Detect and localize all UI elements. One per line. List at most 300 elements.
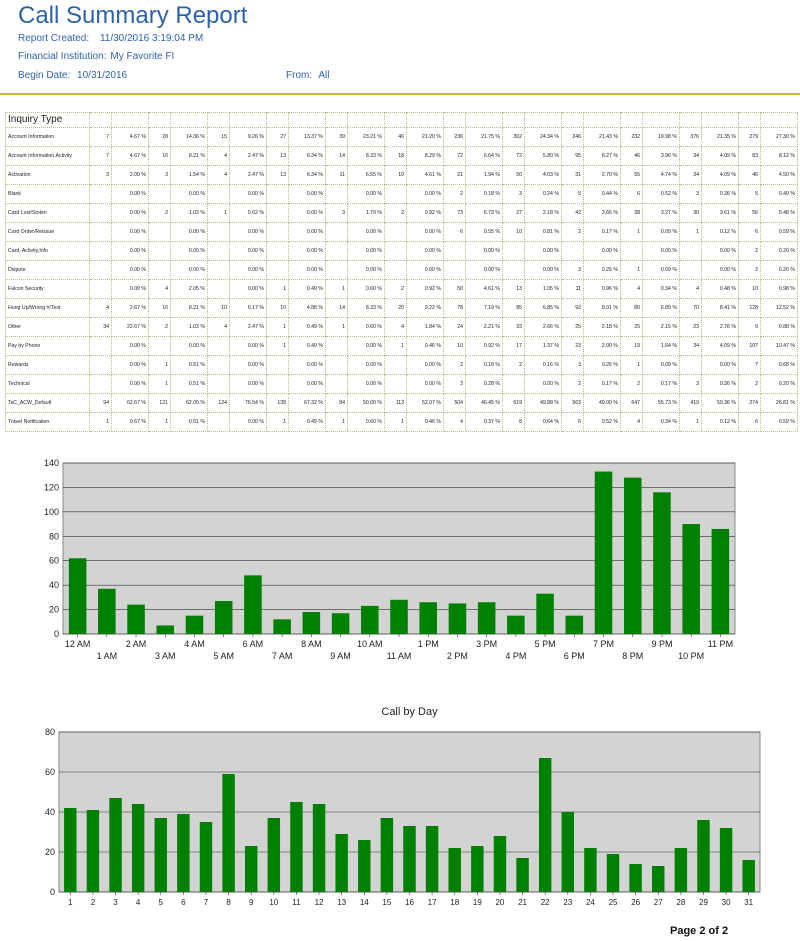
table-row [6,185,798,204]
count-cell: 4 [149,280,171,299]
institution-line [18,51,178,62]
table-header-cell [680,113,702,128]
percent-cell: 1.03 % [171,204,208,223]
percent-cell: 0.46 % [407,413,444,432]
percent-cell: 0.00 % [230,242,267,261]
row-label: Technical [6,375,90,394]
count-cell: 6 [739,223,761,242]
bar [682,524,700,634]
count-cell [208,413,230,432]
percent-cell: 3.66 % [584,204,621,223]
count-cell: 50 [444,280,466,299]
count-cell: 23 [680,318,702,337]
percent-cell: 0.00 % [348,375,385,394]
count-cell [90,375,112,394]
count-cell: 38 [621,204,643,223]
bar [268,818,280,892]
percent-cell: 0.00 % [112,185,149,204]
percent-cell: 0.34 % [643,413,680,432]
percent-cell: 2.47 % [230,166,267,185]
bar [98,589,116,634]
count-cell [208,242,230,261]
x-tick-label: 1 AM [96,651,118,661]
percent-cell: 0.51 % [171,413,208,432]
count-cell: 1 [326,413,348,432]
count-cell: 70 [680,299,702,318]
y-tick-label: 40 [44,807,55,817]
count-cell: 7 [739,356,761,375]
percent-cell: 14.36 % [171,128,208,147]
count-cell: 34 [680,147,702,166]
x-tick-label: 7 AM [271,651,293,661]
count-cell [149,223,171,242]
x-tick-label: 8 AM [301,639,322,649]
count-cell: 4 [90,299,112,318]
bar [245,846,257,892]
count-cell: 3 [680,185,702,204]
count-cell: 95 [562,147,584,166]
bar [478,602,496,634]
percent-cell: 0.49 % [289,318,326,337]
percent-cell: 21.20 % [407,128,444,147]
table-header-cell [643,113,680,128]
bar [64,808,76,892]
count-cell: 2 [385,204,407,223]
percent-cell: 0.00 % [407,223,444,242]
table-header-cell [739,113,761,128]
count-cell: 14 [326,147,348,166]
percent-cell: 0.00 % [112,261,149,280]
count-cell: 647 [621,394,643,413]
percent-cell: 9.22 % [407,299,444,318]
count-cell: 2 [149,318,171,337]
count-cell: 6 [621,185,643,204]
count-cell: 3 [562,261,584,280]
count-cell: 1 [267,280,289,299]
x-tick-label: 1 [68,898,73,907]
count-cell [326,356,348,375]
percent-cell: 19.98 % [643,128,680,147]
percent-cell: 67.32 % [289,394,326,413]
percent-cell: 0.46 % [407,337,444,356]
count-cell: 80 [621,299,643,318]
percent-cell: 0.17 % [643,375,680,394]
x-tick-label: 9 PM [651,639,673,649]
count-cell: 13 [267,147,289,166]
count-cell: 4 [208,166,230,185]
x-tick-label: 20 [495,898,505,907]
percent-cell: 0.00 % [525,261,562,280]
percent-cell: 8.12 % [761,147,798,166]
row-label: Card Order/Reissue [6,223,90,242]
count-cell: 46 [621,147,643,166]
count-cell: 46 [385,128,407,147]
percent-cell: 49.00 % [584,394,621,413]
x-tick-label: 5 [158,898,163,907]
percent-cell: 2.47 % [230,318,267,337]
count-cell [208,261,230,280]
bar [381,818,393,892]
percent-cell: 0.59 % [761,413,798,432]
count-cell: 28 [149,128,171,147]
percent-cell: 6.55 % [348,166,385,185]
percent-cell: 0.49 % [289,280,326,299]
table-heading: Inquiry Type [6,113,90,128]
bar [471,846,483,892]
count-cell: 10 [503,223,525,242]
count-cell: 3 [680,375,702,394]
row-label: Dispute [6,261,90,280]
row-label: Account Information [6,128,90,147]
count-cell: 1 [680,413,702,432]
y-tick-label: 0 [53,629,59,639]
table-row [6,356,798,375]
table-header-cell [407,113,444,128]
table-header-cell [90,113,112,128]
percent-cell: 4.88 % [289,299,326,318]
bar [177,814,189,892]
count-cell: 34 [680,337,702,356]
table-header-cell [503,113,525,128]
percent-cell: 8.21 % [171,299,208,318]
begin-date-label: Begin Date: [18,70,71,81]
x-tick-label: 2 AM [125,639,147,649]
percent-cell: 0.00 % [171,185,208,204]
count-cell [680,356,702,375]
institution-value: My Favorite FI [110,51,175,62]
table-row [6,375,798,394]
percent-cell: 0.09 % [643,223,680,242]
bar [516,858,528,892]
percent-cell: 55.73 % [643,394,680,413]
from-label: From: [286,70,313,81]
count-cell: 3 [326,204,348,223]
count-cell: 3 [503,185,525,204]
x-tick-label: 7 [203,898,209,907]
count-cell [267,261,289,280]
percent-cell: 5.48 % [761,204,798,223]
y-tick-label: 80 [44,727,55,737]
count-cell: 10 [267,299,289,318]
x-tick-label: 2 [90,898,96,907]
count-cell: 25 [562,318,584,337]
count-cell: 4 [621,280,643,299]
count-cell: 10 [444,337,466,356]
x-tick-label: 23 [563,898,573,907]
percent-cell: 2.67 % [112,299,149,318]
count-cell [90,337,112,356]
count-cell [326,185,348,204]
percent-cell: 1.79 % [348,204,385,223]
percent-cell: 8.33 % [348,299,385,318]
table-header-cell [289,113,326,128]
bar [629,864,641,892]
percent-cell: 0.00 % [466,261,503,280]
count-cell: 3 [562,356,584,375]
x-tick-label: 5 AM [213,651,234,661]
table-row [6,166,798,185]
count-cell: 9 [739,318,761,337]
count-cell: 1 [326,280,348,299]
x-tick-label: 3 PM [476,639,498,649]
y-tick-label: 20 [44,847,55,857]
percent-cell: 0.00 % [348,261,385,280]
count-cell: 1 [267,318,289,337]
count-cell: 94 [90,394,112,413]
percent-cell: 8.27 % [584,147,621,166]
percent-cell: 0.37 % [466,413,503,432]
percent-cell: 0.17 % [584,375,621,394]
x-tick-label: 4 [135,898,141,907]
count-cell [208,280,230,299]
count-cell: 2 [562,223,584,242]
percent-cell: 3.61 % [702,204,739,223]
count-cell: 3 [444,375,466,394]
bar [697,820,709,892]
percent-cell: 6.34 % [289,147,326,166]
percent-cell: 0.00 % [525,242,562,261]
count-cell: 23 [562,337,584,356]
bar [244,575,262,634]
x-tick-label: 25 [608,898,618,907]
count-cell: 419 [680,394,702,413]
percent-cell: 0.92 % [407,204,444,223]
count-cell: 18 [385,147,407,166]
table-header-cell [761,113,798,128]
bar [712,529,730,634]
count-cell: 619 [503,394,525,413]
x-tick-label: 22 [540,898,550,907]
count-cell [385,261,407,280]
bar [403,826,415,892]
count-cell: 2 [739,242,761,261]
table-row [6,280,798,299]
bar [507,616,525,634]
percent-cell: 0.51 % [171,356,208,375]
count-cell [326,242,348,261]
bar [653,492,671,634]
x-tick-label: 14 [359,898,369,907]
bar [200,822,212,892]
percent-cell: 2.18 % [584,318,621,337]
count-cell [90,280,112,299]
bar [109,798,121,892]
percent-cell: 2.05 % [171,280,208,299]
x-tick-label: 30 [721,898,731,907]
y-tick-label: 60 [44,767,55,777]
percent-cell: 4.09 % [702,337,739,356]
table-header-cell [230,113,267,128]
count-cell [90,356,112,375]
percent-cell: 62.67 % [112,394,149,413]
count-cell [267,375,289,394]
count-cell: 1 [149,356,171,375]
count-cell: 39 [326,128,348,147]
percent-cell: 0.52 % [584,413,621,432]
count-cell: 2 [621,375,643,394]
bar [303,612,321,634]
percent-cell: 0.96 % [584,280,621,299]
percent-cell: 0.68 % [761,356,798,375]
row-label: TsC_ACW_Default [6,394,90,413]
percent-cell: 6.17 % [230,299,267,318]
percent-cell: 0.00 % [702,356,739,375]
count-cell: 84 [326,394,348,413]
percent-cell: 0.00 % [407,375,444,394]
count-cell: 17 [503,337,525,356]
count-cell [444,242,466,261]
bar [361,606,379,634]
percent-cell: 0.00 % [643,242,680,261]
bar [313,804,325,892]
percent-cell: 0.92 % [407,280,444,299]
percent-cell: 12.52 % [761,299,798,318]
percent-cell: 4.67 % [112,147,149,166]
count-cell: 6 [444,223,466,242]
percent-cell: 76.54 % [230,394,267,413]
percent-cell: 0.20 % [761,242,798,261]
count-cell: 16 [149,299,171,318]
percent-cell: 21.43 % [584,128,621,147]
count-cell: 72 [503,147,525,166]
percent-cell: 0.36 % [702,375,739,394]
percent-cell: 0.00 % [407,356,444,375]
percent-cell: 0.00 % [112,356,149,375]
percent-cell: 0.59 % [761,223,798,242]
count-cell: 30 [680,204,702,223]
x-tick-label: 4 AM [184,639,205,649]
percent-cell: 46.45 % [466,394,503,413]
percent-cell: 0.00 % [230,337,267,356]
x-tick-label: 13 [337,898,347,907]
percent-cell: 2.66 % [525,318,562,337]
x-tick-label: 2 PM [446,651,468,661]
percent-cell: 0.00 % [348,185,385,204]
count-cell: 1 [385,337,407,356]
count-cell: 24 [444,318,466,337]
x-tick-label: 26 [631,898,641,907]
count-cell: 92 [562,299,584,318]
x-tick-label: 7 PM [593,639,615,649]
bar [132,804,144,892]
percent-cell: 6.73 % [466,204,503,223]
percent-cell: 0.26 % [584,261,621,280]
count-cell: 2 [503,356,525,375]
count-cell: 34 [680,166,702,185]
count-cell: 2 [149,204,171,223]
table-header-cell [444,113,466,128]
percent-cell: 3.27 % [643,204,680,223]
percent-cell: 6.89 % [643,299,680,318]
count-cell: 1 [385,413,407,432]
percent-cell: 0.20 % [761,261,798,280]
table-header-cell [326,113,348,128]
chart-title: Call by Day [381,706,438,718]
count-cell: 1 [149,413,171,432]
percent-cell: 4.67 % [112,128,149,147]
bar [562,812,574,892]
count-cell: 4 [680,280,702,299]
count-cell: 504 [444,394,466,413]
percent-cell: 50.36 % [702,394,739,413]
percent-cell: 0.00 % [230,413,267,432]
table-row [6,128,798,147]
percent-cell: 0.00 % [230,375,267,394]
count-cell [90,185,112,204]
row-label: Other [6,318,90,337]
percent-cell: 0.62 % [230,204,267,223]
percent-cell: 10.47 % [761,337,798,356]
table-row [6,299,798,318]
percent-cell: 6.85 % [525,299,562,318]
percent-cell: 0.00 % [112,223,149,242]
bar [390,600,408,634]
count-cell: 1 [621,223,643,242]
bar [69,558,87,634]
count-cell [208,185,230,204]
percent-cell: 0.00 % [112,242,149,261]
percent-cell: 0.60 % [348,280,385,299]
table-header-cell [584,113,621,128]
count-cell [326,375,348,394]
percent-cell: 0.00 % [289,223,326,242]
bar [222,774,234,892]
table-header-cell [149,113,171,128]
count-cell: 3 [149,166,171,185]
x-tick-label: 6 PM [563,651,585,661]
percent-cell: 0.26 % [584,356,621,375]
table-header-cell [466,113,503,128]
count-cell: 16 [149,147,171,166]
x-tick-label: 10 [269,898,279,907]
count-cell: 4 [208,147,230,166]
table-header-cell [267,113,289,128]
percent-cell: 1.64 % [643,337,680,356]
percent-cell: 9.26 % [230,128,267,147]
count-cell: 302 [503,128,525,147]
percent-cell: 0.44 % [584,185,621,204]
count-cell: 5 [739,185,761,204]
percent-cell: 0.00 % [289,242,326,261]
percent-cell: 0.24 % [525,185,562,204]
row-label: Account Information,Activity [6,147,90,166]
percent-cell: 0.88 % [761,318,798,337]
table-row [6,204,798,223]
x-tick-label: 31 [744,898,754,907]
count-cell: 7 [90,128,112,147]
count-cell [326,261,348,280]
count-cell: 128 [739,299,761,318]
percent-cell: 0.00 % [230,356,267,375]
count-cell: 2 [739,375,761,394]
count-cell: 1 [267,337,289,356]
count-cell: 4 [621,413,643,432]
bar [539,758,551,892]
count-cell: 13 [503,280,525,299]
percent-cell: 0.12 % [702,223,739,242]
y-tick-label: 60 [48,555,59,566]
from-line [286,70,333,81]
count-cell: 2 [444,356,466,375]
percent-cell: 22.67 % [112,318,149,337]
count-cell: 1 [149,375,171,394]
percent-cell: 0.34 % [643,280,680,299]
bar [156,625,174,634]
percent-cell: 2.21 % [466,318,503,337]
count-cell: 138 [267,394,289,413]
bar [358,840,370,892]
table-row [6,394,798,413]
